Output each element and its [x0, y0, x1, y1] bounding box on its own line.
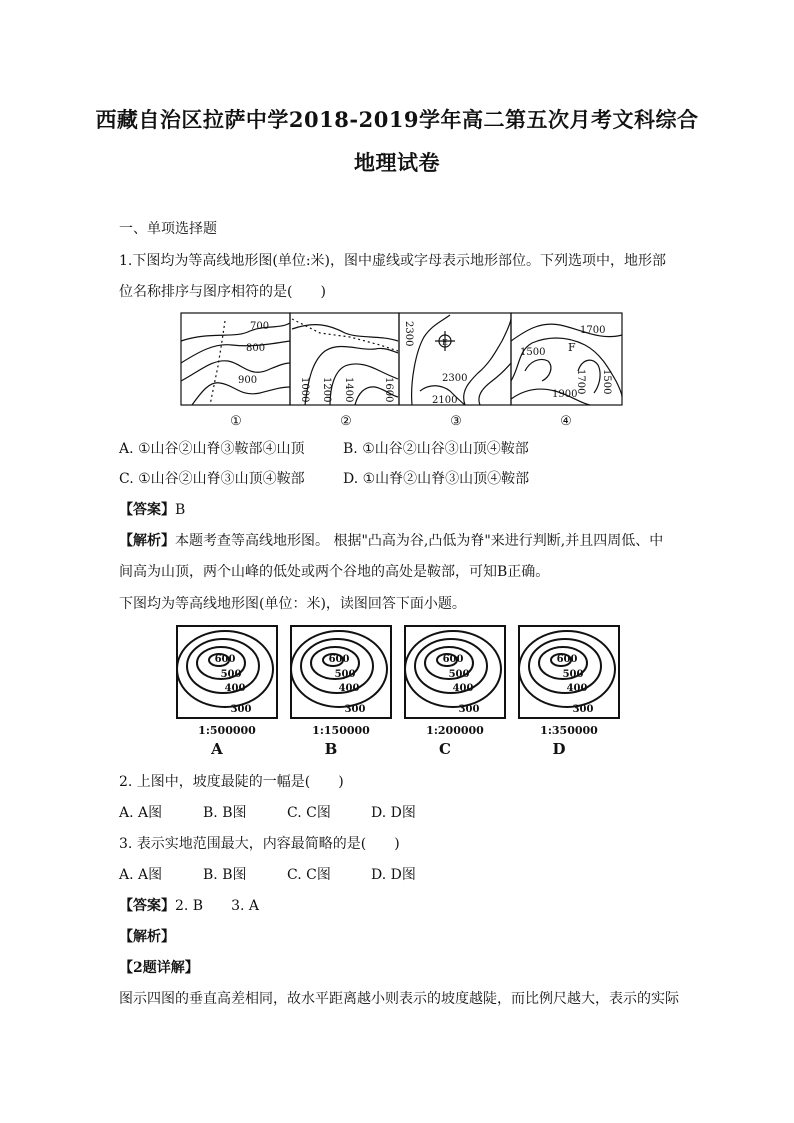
q1-answer [119, 499, 185, 519]
q1-map3-contour-a [412, 315, 450, 405]
q1-map4-label-1500b: 1500 [601, 369, 612, 395]
q1-contour-figure [180, 311, 625, 431]
q1-answer-value: B [175, 502, 186, 518]
q2-stem: 2. 上图中，坡度最陡的一幅是( ) [119, 774, 344, 790]
q1-map1-contour-b [181, 341, 290, 363]
q2-option-a: A. A图 [119, 805, 163, 821]
scale-map-label-a-600: 600 [214, 654, 236, 665]
scale-map-label-d-300: 300 [572, 704, 594, 715]
q1-analysis-text1: 本题考查等高线地形图。 根据"凸高为谷,凸低为脊"来进行判断,并且四周低、中 [175, 533, 664, 549]
scale-map-scale-a: 1:500000 [198, 724, 256, 737]
scale-map-scale-d: 1:350000 [540, 724, 598, 737]
q1-map4-label-1500a: 1500 [520, 347, 546, 358]
q1-analysis-line1 [119, 530, 663, 550]
scale-map-letter-a: A [211, 740, 223, 758]
q1-map2-label-1600: 1600 [383, 377, 394, 403]
q1-map1-label-800: 800 [246, 343, 266, 354]
group-intro: 下图均为等高线地形图(单位：米)，读图回答下面小题。 [119, 596, 466, 612]
q1-map1-number: ① [230, 414, 242, 429]
q1-stem-line1: 1.下图均为等高线地形图(单位:米)，图中虚线或字母表示地形部位。下列选项中，地形部 [119, 253, 666, 269]
scale-map-label-c-500: 500 [448, 669, 470, 680]
q1-option-d: D. ①山脊②山脊③山顶④鞍部 [343, 471, 530, 487]
scale-map-label-d-500: 500 [562, 669, 584, 680]
scale-map-letter-b: B [324, 740, 338, 758]
q1-map2-label-1400: 1400 [343, 377, 354, 403]
q1-map3-label-2300b: 2300 [442, 373, 468, 384]
q3-option-d: D. D图 [371, 867, 416, 883]
q1-option-b: B. ①山谷②山谷③山顶④鞍部 [343, 441, 529, 457]
q1-map3-label-2300a: 2300 [403, 321, 414, 347]
q1-map1-contour-d [192, 383, 290, 405]
q2-option-b: B. B图 [203, 805, 247, 821]
scale-map-label-a-300: 300 [230, 704, 252, 715]
scale-map-label-d-400: 400 [566, 683, 588, 694]
q1-map4-number: ④ [560, 414, 572, 429]
q2-detail-text: 图示四图的垂直高差相同，故水平距离越小则表示的坡度越陡，而比例尺越大，表示的实际 [119, 991, 679, 1007]
section-heading: 一、单项选择题 [119, 221, 217, 237]
q1-map4-point-f: F [568, 341, 576, 354]
q2-detail-label: 【2题详解】 [119, 960, 199, 976]
paper-title-line2: 地理试卷 [354, 150, 440, 175]
q1-map2-contour-a [292, 325, 398, 341]
q1-map1-contour-c [181, 361, 290, 381]
q3-option-c: C. C图 [287, 867, 331, 883]
scale-map-label-c-600: 600 [442, 654, 464, 665]
scale-map-label-c-400: 400 [452, 683, 474, 694]
q23-analysis-label: 【解析】 [119, 929, 175, 945]
q23-answer [119, 895, 259, 915]
q3-option-b: B. B图 [203, 867, 247, 883]
q1-map2-number: ② [340, 414, 352, 429]
q1-map1-label-900: 900 [238, 375, 258, 386]
q1-map1-contour-a [181, 323, 290, 341]
q1-map3-number: ③ [450, 414, 462, 429]
q3-stem: 3. 表示实地范围最大，内容最简略的是( ) [119, 836, 400, 852]
q1-analysis-label: 【解析】 [119, 533, 175, 549]
q1-option-a: A. ①山谷②山脊③鞍部④山顶 [119, 441, 305, 457]
q2-option-c: C. C图 [287, 805, 331, 821]
scale-map-scale-c: 1:200000 [426, 724, 484, 737]
scale-contour-figure [175, 624, 635, 760]
q1-answer-label: 【答案】 [119, 502, 175, 518]
q1-analysis-line2: 间高为山顶，两个山峰的低处或两个谷地的高处是鞍部，可知B正确。 [119, 564, 550, 580]
q1-stem-line2: 位名称排序与图序相符的是( ) [119, 284, 326, 300]
q3-option-a: A. A图 [119, 867, 163, 883]
scale-map-letter-d: D [552, 740, 566, 758]
q1-map3-point-e: E [442, 338, 448, 347]
scale-map-label-b-500: 500 [334, 669, 356, 680]
q1-option-c: C. ①山谷②山脊③山顶④鞍部 [119, 471, 305, 487]
scale-map-scale-b: 1:150000 [312, 724, 370, 737]
q1-map3-contour-c [479, 363, 511, 405]
scale-map-letter-c: C [439, 740, 451, 758]
q2-option-d: D. D图 [371, 805, 416, 821]
q1-map4-label-1900: 1900 [552, 389, 578, 400]
q1-map2-label-1000: 1000 [299, 377, 310, 403]
paper-title-line1: 西藏自治区拉萨中学2018-2019学年高二第五次月考文科综合 [95, 107, 699, 132]
q1-map3-contour-b [464, 319, 511, 405]
q1-map4-contour-e [525, 359, 551, 381]
scale-map-label-b-400: 400 [338, 683, 360, 694]
scale-map-label-d-600: 600 [556, 654, 578, 665]
q23-answer-label: 【答案】 [119, 898, 175, 914]
q1-map4-label-1700a: 1700 [580, 325, 606, 336]
q1-map4-label-1700b: 1700 [575, 369, 586, 395]
scale-map-label-c-300: 300 [458, 704, 480, 715]
scale-map-label-b-600: 600 [328, 654, 350, 665]
q1-map2-label-1200: 1200 [321, 377, 332, 403]
q1-map3-label-2100: 2100 [432, 395, 458, 406]
scale-map-label-a-400: 400 [224, 683, 246, 694]
q1-map1-label-700: 700 [250, 321, 270, 332]
scale-map-label-a-500: 500 [220, 669, 242, 680]
scale-map-label-b-300: 300 [344, 704, 366, 715]
q23-answer-value: 2. B 3. A [175, 898, 260, 914]
